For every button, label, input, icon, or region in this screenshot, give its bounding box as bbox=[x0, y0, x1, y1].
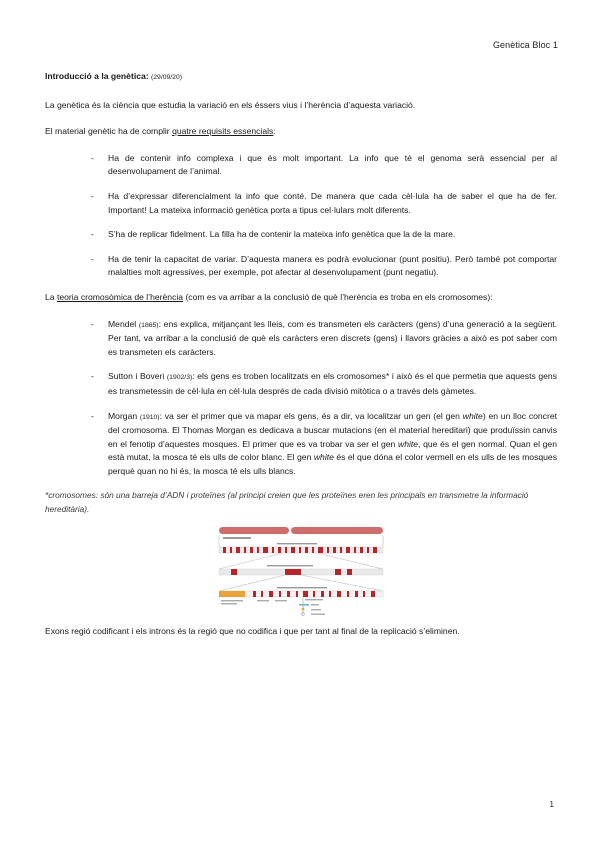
caption-line bbox=[311, 604, 319, 605]
dash-bullet: - bbox=[91, 253, 94, 264]
exon-bands bbox=[253, 591, 375, 597]
list-item bbox=[45, 228, 557, 242]
list-item-text: S’ha de replicar fidelment. La filla ha de contenir la mateixa info genètica que la de la mare. bbox=[108, 229, 456, 240]
caption-line bbox=[311, 609, 321, 610]
closing-paragraph: Exons regió codificant i els introns és la regió que no codifica i que per tant al final de la replicació s’eliminen. bbox=[45, 625, 460, 636]
page-content bbox=[45, 70, 557, 638]
caption-line bbox=[257, 600, 269, 601]
scientist-name: Sutton i Boveri bbox=[108, 371, 167, 382]
zoom-line bbox=[219, 553, 283, 569]
title-date: (29/09/20) bbox=[151, 74, 182, 81]
chromosome-zoom-figure bbox=[217, 525, 387, 617]
regulatory-region bbox=[219, 591, 245, 597]
gene-name: white bbox=[462, 410, 483, 421]
scientist-year: (1865) bbox=[138, 321, 159, 329]
chromosome-diagram bbox=[217, 525, 387, 617]
caption-line bbox=[221, 603, 237, 604]
scientist-name: Morgan bbox=[108, 410, 140, 421]
chromosome-arm bbox=[219, 527, 289, 534]
dash-bullet: - bbox=[91, 371, 94, 382]
scientists-list bbox=[45, 318, 557, 479]
caption-line bbox=[221, 600, 243, 601]
scientist-name: Mendel bbox=[108, 318, 139, 329]
dash-bullet: - bbox=[91, 190, 94, 201]
list-item-text: : els gens es troben localitzats en els cromosomes* i això és el que permetia que aquests gens es transmetessin de cèl·lula en cèl·lula després de cada divisió mitòtica o a través dels gàmetes. bbox=[108, 371, 557, 396]
zoom-line bbox=[219, 575, 285, 591]
zoom-line bbox=[317, 553, 383, 569]
list-item bbox=[45, 410, 557, 479]
caption-line bbox=[275, 600, 287, 601]
list-item-text: és el que dóna el color vermell en els ulls de les mosques perquè quan no hi és, la mosca té els ulls blancs. bbox=[108, 452, 557, 476]
gene-name: white bbox=[397, 438, 419, 449]
caption-line bbox=[305, 599, 323, 600]
caption-line bbox=[277, 543, 317, 544]
footnote: *cromosomes: són una barreja d’ADN i proteïnes (al principi creien que les proteïnes eren les principals en transmetre la informació hereditària). bbox=[45, 490, 529, 515]
requirements-list bbox=[45, 152, 557, 280]
caption-line bbox=[267, 565, 313, 566]
caption-line bbox=[223, 537, 251, 539]
theory-prefix: La bbox=[45, 291, 57, 302]
definition-paragraph: La genètica és la ciència que estudia la variació en els éssers vius i l’herència d’aquesta variació. bbox=[45, 99, 416, 110]
theory-suffix: (com es va arribar a la conclusió de què l’herència es troba en els cromosomes): bbox=[183, 291, 493, 302]
dash-bullet: - bbox=[91, 152, 94, 163]
scientist-year: (1910) bbox=[139, 413, 160, 421]
gene-name: white bbox=[313, 452, 334, 463]
dash-bullet: - bbox=[91, 410, 94, 421]
zoom-line bbox=[301, 575, 383, 591]
list-item-text: ) en un lloc concret del cromosoma. El Thomas Morgan es dedicava a buscar mutacions (en el material hereditari) que produïssin canvis en el fenotip d’aquestes mosques. El primer que es va trobar va ser el gen bbox=[108, 410, 557, 449]
dash-bullet: - bbox=[91, 318, 94, 329]
caption-line bbox=[277, 587, 327, 588]
list-item-text: : va ser el primer que va mapar els gens, és a dir, va localitzar un gen (el gen bbox=[159, 410, 463, 421]
list-item bbox=[45, 318, 557, 360]
section-title bbox=[45, 70, 557, 85]
list-item-text: Ha d’expressar diferencialment la info que conté. De manera que cada cèl·lula ha de saber el que ha de fer. Important! La mateixa informació genètica porta a tipus cel·lulars molt diferents. bbox=[108, 190, 557, 215]
list-item bbox=[45, 370, 557, 398]
theory-intro bbox=[45, 291, 557, 305]
running-header: Genètica Bloc 1 bbox=[492, 40, 558, 50]
list-item bbox=[45, 152, 557, 179]
scientist-year: (1902/3) bbox=[166, 374, 193, 382]
dash-bullet: - bbox=[91, 229, 94, 240]
title-text: Introducció a la genètica: bbox=[45, 71, 149, 81]
page-number: 1 bbox=[549, 800, 554, 809]
list-item bbox=[45, 190, 557, 217]
mrna-mark bbox=[299, 604, 309, 606]
requirements-prefix: El material genètic ha de complir bbox=[45, 126, 173, 137]
list-item-text: , que és el gen normal. Quan el gen està mutat, la mosca té els ulls de color blanc. El gen bbox=[108, 438, 557, 463]
theory-link: teoria cromosòmica de l’herència bbox=[56, 291, 184, 302]
requirements-intro bbox=[45, 125, 557, 139]
list-item-text: Ha de contenir info complexa i que és molt important. La info que té el genoma serà essencial per al desenvolupament de l’animal. bbox=[108, 152, 557, 177]
list-item-text: : ens explica, mitjançant les lleis, com es transmeten els caràcters (gens) d’una generació a la següent. Per tant, va arribar a la conclusió de què els caràcters eren discrets (gens) i llavors gràcies a això es pot saber com es transmeten els caràcters. bbox=[108, 318, 557, 357]
chromosome-arm bbox=[291, 527, 383, 534]
requirements-suffix: : bbox=[273, 126, 276, 137]
protein-mark bbox=[302, 607, 305, 610]
caption-line bbox=[311, 613, 325, 614]
requirements-link: quatre requisits essencials bbox=[172, 126, 274, 137]
list-item bbox=[45, 253, 557, 280]
list-item-text: Ha de tenir la capacitat de variar. D’aquesta manera es podrà evolucionar (punt positiu). Però també pot comportar malalties molt agressives, per exemple, pot afectar al desenvolupament (punt negatiu). bbox=[108, 253, 557, 278]
